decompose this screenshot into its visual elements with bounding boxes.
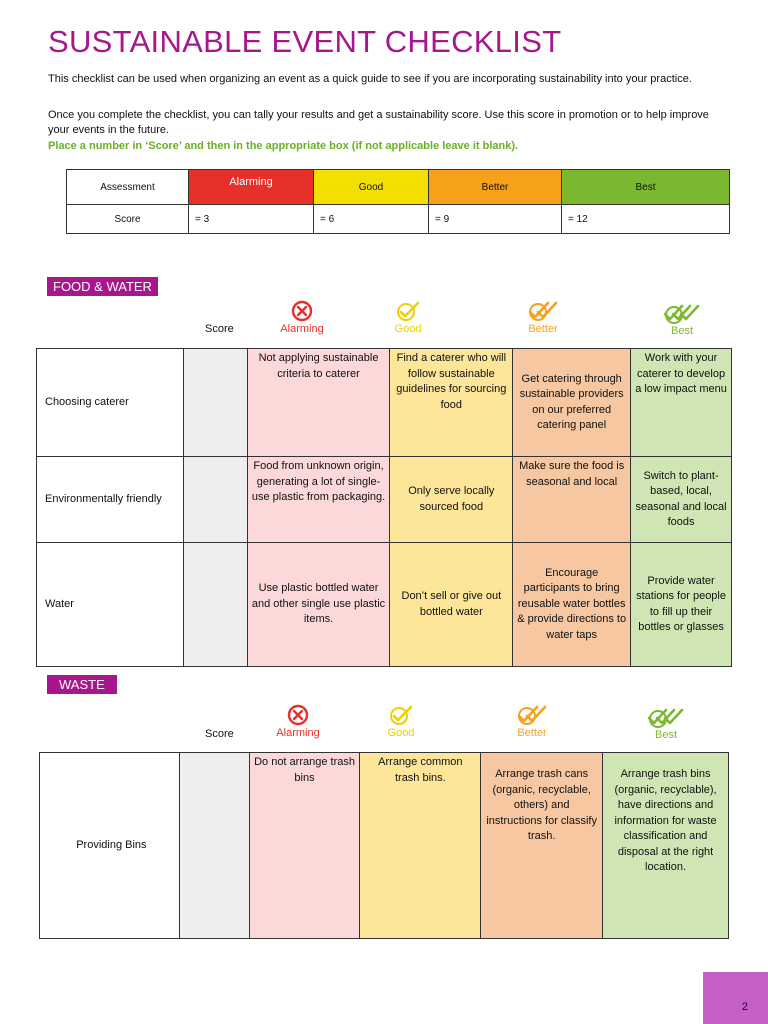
legend-score-row	[67, 205, 730, 234]
legend-best-value: = 12	[562, 205, 730, 234]
intro-paragraph-2: Once you complete the checklist, you can tally your results and get a sustainability score. Use this score in promotion or to help improve your events in the future.	[48, 109, 709, 136]
score-cell[interactable]	[183, 349, 247, 457]
legend-assessment-label: Assessment	[67, 170, 189, 205]
legend-good-value: = 6	[314, 205, 429, 234]
option-good[interactable]: Only serve locally sourced food	[390, 457, 513, 543]
page-title: SUSTAINABLE EVENT CHECKLIST	[48, 24, 562, 59]
header-alarming-label: Alarming	[280, 323, 324, 335]
triple-check-icon	[646, 706, 686, 728]
header-alarming-label: Alarming	[276, 727, 320, 739]
option-better[interactable]: Get catering through sustainable providers on our preferred catering panel	[513, 349, 631, 457]
header-best	[636, 706, 696, 741]
option-best[interactable]: Switch to plant-based, local, seasonal and local foods	[631, 457, 732, 543]
table-row	[40, 753, 729, 939]
double-check-icon	[526, 300, 560, 322]
row-name: Environmentally friendly	[37, 457, 184, 543]
header-good	[378, 300, 438, 335]
table-row	[37, 457, 732, 543]
header-better-label: Better	[517, 727, 547, 739]
score-cell[interactable]	[183, 543, 247, 667]
legend-better: Better	[429, 170, 562, 205]
page-number: 2	[741, 1001, 748, 1013]
legend-alarming: Alarming	[189, 170, 314, 205]
table-row	[37, 349, 732, 457]
legend-score-label: Score	[67, 205, 189, 234]
x-circle-icon	[291, 300, 313, 322]
option-better[interactable]: Arrange trash cans (organic, recyclable, others) and instructions for classify trash.	[481, 753, 603, 939]
option-best[interactable]: Arrange trash bins (organic, recyclable), have directions and information for waste classification and disposal at the right location.	[603, 753, 729, 939]
option-best[interactable]: Provide water stations for people to fill up their bottles or glasses	[631, 543, 732, 667]
option-alarming[interactable]: Use plastic bottled water and other single use plastic items.	[247, 543, 390, 667]
table-row	[37, 543, 732, 667]
option-better[interactable]: Encourage participants to bring reusable water bottles & provide directions to water taps	[513, 543, 631, 667]
header-best-label: Best	[670, 325, 693, 337]
page-number-box	[703, 972, 768, 1024]
score-cell[interactable]	[179, 753, 249, 939]
header-better	[502, 704, 562, 739]
legend-good: Good	[314, 170, 429, 205]
check-icon	[388, 704, 414, 726]
header-good-label: Good	[387, 727, 415, 739]
option-alarming[interactable]: Not applying sustainable criteria to caterer	[247, 349, 390, 457]
header-better-label: Better	[528, 323, 558, 335]
header-best	[652, 302, 712, 337]
section-label-food-water: FOOD & WATER	[47, 277, 158, 296]
legend-alarming-value: = 3	[189, 205, 314, 234]
header-good-label: Good	[394, 323, 422, 335]
header-alarming	[266, 300, 338, 335]
instruction-text: Place a number in ‘Score’ and then in the appropriate box (if not applicable leave it blank).	[48, 140, 519, 152]
legend-header-row	[67, 170, 730, 205]
option-alarming[interactable]: Do not arrange trash bins	[249, 753, 360, 939]
waste-table	[39, 752, 729, 939]
score-legend-table	[66, 169, 730, 234]
legend-best: Best	[562, 170, 730, 205]
option-good[interactable]: Arrange common trash bins.	[360, 753, 481, 939]
header-better	[513, 300, 573, 335]
option-better[interactable]: Make sure the food is seasonal and local	[513, 457, 631, 543]
score-column-header: Score	[205, 323, 234, 335]
header-good	[371, 704, 431, 739]
option-good[interactable]: Find a caterer who will follow sustainable guidelines for sourcing food	[390, 349, 513, 457]
score-cell[interactable]	[183, 457, 247, 543]
header-alarming	[262, 704, 334, 739]
score-column-header: Score	[205, 728, 234, 740]
intro-paragraph: This checklist can be used when organizing an event as a quick guide to see if you are incorporating sustainability into your practice.	[48, 73, 692, 85]
triple-check-icon	[662, 302, 702, 324]
section-label-waste: WASTE	[47, 675, 117, 694]
food-water-table	[36, 348, 732, 667]
row-name: Choosing caterer	[37, 349, 184, 457]
option-best[interactable]: Work with your caterer to develop a low impact menu	[631, 349, 732, 457]
double-check-icon	[515, 704, 549, 726]
check-icon	[395, 300, 421, 322]
x-circle-icon	[287, 704, 309, 726]
legend-better-value: = 9	[429, 205, 562, 234]
header-best-label: Best	[654, 729, 677, 741]
row-name: Providing Bins	[40, 753, 180, 939]
row-name: Water	[37, 543, 184, 667]
option-alarming[interactable]: Food from unknown origin, generating a lot of single-use plastic from packaging.	[247, 457, 390, 543]
option-good[interactable]: Don’t sell or give out bottled water	[390, 543, 513, 667]
